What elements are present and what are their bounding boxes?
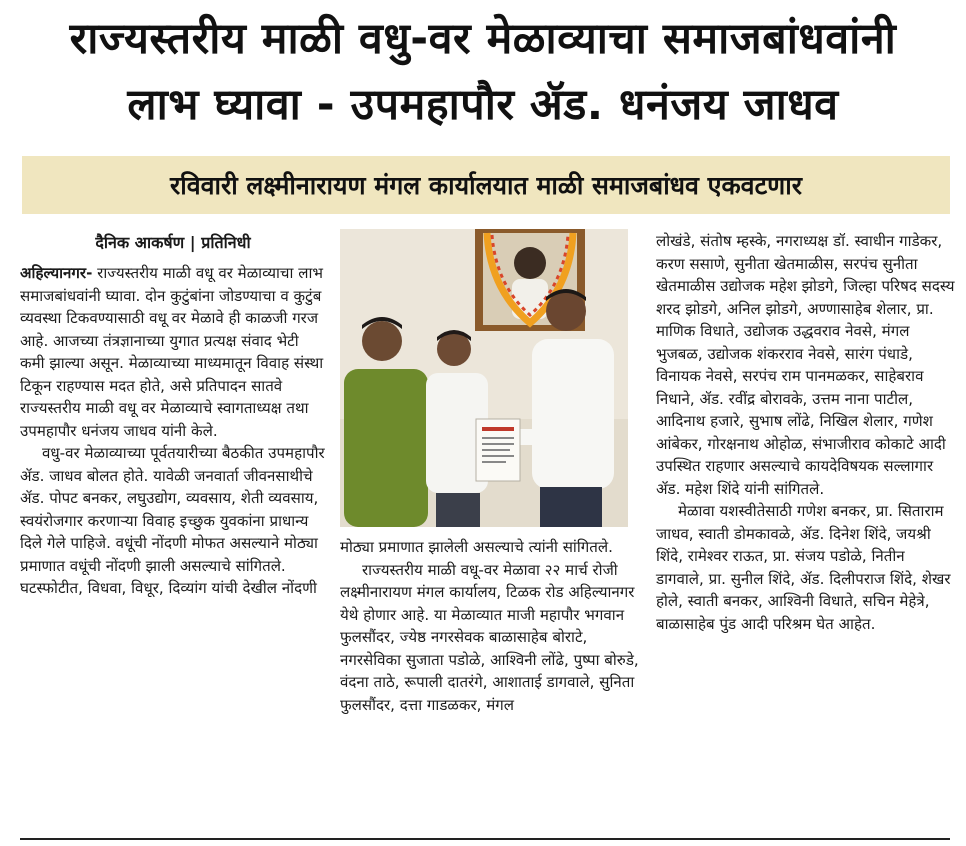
headline-line-1: राज्यस्तरीय माळी वधु-वर मेळाव्याचा समाजबांधवांनी bbox=[69, 14, 897, 64]
paragraph-1-text: राज्यस्तरीय माळी वधू वर मेळाव्याचा लाभ समाजबांधवांनी घ्यावा. दोन कुटुंबांना जोडण्याचा व कुटुंब व्यवस्था टिकवण्यासाठी वधू वर मेळावे ही काळजी गरज आहे. आजच्या तंत्रज्ञानाच्या युगात प्रत्यक्ष संवाद भेटी कमी झाल्या असून. मेळाव्याच्या माध्यमातून विवाह संस्था टिकून राहण्यास मदत होते, असे प्रतिपादन सातवे राज्यस्तरीय माळी वधू वर मेळाव्याचे स्वागताध्यक्ष तथा उपमहापौर धनंजय जाधव यांनी केले. bbox=[20, 264, 324, 440]
paragraph-2: वधु-वर मेळाव्याच्या पूर्वतयारीच्या बैठकीत उपमहापौर ॲड. जाधव बोलत होते. यावेळी जनवार्ता जीवनसाथीचे ॲड. पोपट बनकर, लघुउद्योग, व्यवसाय, शेती व्यवसाय, स्वयंरोजगार करणाऱ्या विवाह इच्छुक युवकांना प्राधान्य दिले गेले पाहिजे. वधूंची नोंदणी मोफत असल्याने मोठ्या प्रमाणात वधूंची नोंदणी झाली असल्याचे सांगितले. घटस्फोटीत, विधवा, विधूर, दिव्यांग यांची देखील नोंदणी bbox=[20, 444, 325, 597]
article-column-1 bbox=[20, 230, 326, 600]
headline bbox=[0, 6, 966, 138]
article-column-2 bbox=[340, 536, 640, 716]
headline-line-2: लाभ घ्यावा - उपमहापौर ॲड. धनंजय जाधव bbox=[127, 80, 839, 130]
paragraph-5: लोखंडे, संतोष म्हस्के, नगराध्यक्ष डॉ. स्वाधीन गाडेकर, करण ससाणे, सुनीता खेतमाळीस, सरपंच सुनीता खेतमाळीस उद्योजक महेश झोडगे, जिल्हा परिषद सदस्य शरद झोडगे, अनिल झोडगे, अण्णासाहेब शेलार, प्रा. माणिक विधाते, उद्योजक उद्धवराव नेवसे, मंगल भुजबळ, उद्योजक शंकरराव नेवसे, सारंग पंधाडे, विनायक नेवसे, सरपंच राम पानमळकर, साहेबराव निधाने, ॲड. रवींद्र बोरावके, उत्तम नाना पाटील, आदिनाथ हजारे, सुभाष लोंढे, निखिल शेलार, गणेश आंबेकर, गोरक्षनाथ ओहोळ, संभाजीराव कोकाटे आदी उपस्थित राहणार असल्याचे कायदेविषयक सल्लागार ॲड. महेश शिंदे यांनी सांगितले. bbox=[656, 232, 955, 498]
news-photo bbox=[340, 229, 628, 527]
article-column-3 bbox=[656, 230, 956, 635]
subheadline: रविवारी लक्ष्मीनारायण मंगल कार्यालयात माळी समाजबांधव एकवटणार bbox=[170, 171, 802, 200]
paragraph-1 bbox=[20, 262, 326, 442]
paragraph-4: राज्यस्तरीय माळी वधू-वर मेळावा २२ मार्च रोजी लक्ष्मीनारायण मंगल कार्यालय, टिळक रोड अहिल्यानगर येथे होणार आहे. या मेळाव्यात माजी महापौर भगवान फुलसौंदर, ज्येष्ठ नगरसेवक बाळासाहेब बोराटे, नगरसेविका सुजाता पडोळे, आश्विनी लोंढे, पुष्पा बोरुडे, वंदना ताठे, रूपाली दातरंगे, आशाताई डागवाले, सुनिता फुलसौंदर, दत्ता गाडळकर, मंगल bbox=[340, 560, 639, 714]
paragraph-3: मोठ्या प्रमाणात झालेली असल्याचे त्यांनी सांगितले. bbox=[340, 538, 613, 556]
paragraph-6: मेळावा यशस्वीतेसाठी गणेश बनकर, प्रा. सिताराम जाधव, स्वाती डोमकावळे, ॲड. दिनेश शिंदे, जयश्री शिंदे, रामेश्वर राऊत, प्रा. संजय पडोळे, नितीन डागवाले, प्रा. सुनील शिंदे, ॲड. दिलीपराज शिंदे, शेखर होले, स्वाती बनकर, आश्विनी विधाते, सचिन मेहेत्रे, बाळासाहेब पुंड आदी परिश्रम घेत आहेत. bbox=[656, 502, 951, 633]
byline: दैनिक आकर्षण | प्रतिनिधी bbox=[95, 233, 251, 252]
dateline: अहिल्यानगर- bbox=[20, 264, 93, 282]
subheadline-band bbox=[22, 156, 950, 214]
bottom-divider bbox=[20, 838, 950, 840]
